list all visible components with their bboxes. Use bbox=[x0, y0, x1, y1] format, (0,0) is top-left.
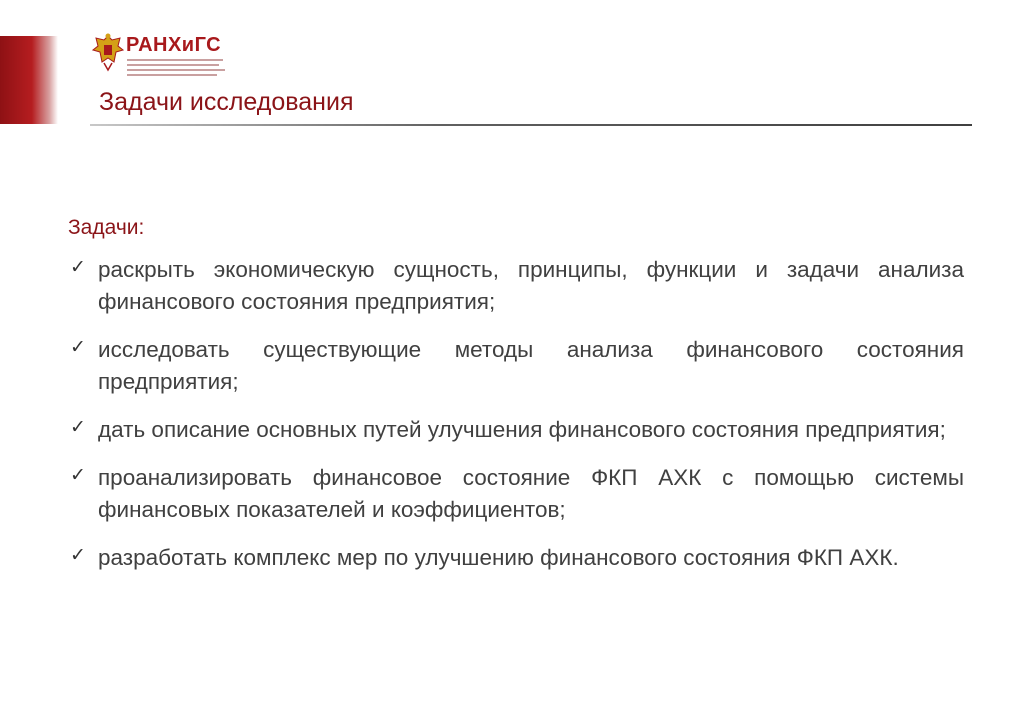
logo-subtitle-lines bbox=[127, 59, 227, 79]
task-text: раскрыть экономическую сущность, принципы, функции и задачи анализа финансового состояния предприятия; bbox=[98, 257, 964, 314]
accent-bar bbox=[0, 36, 58, 124]
list-item bbox=[68, 334, 964, 398]
section-label: Задачи: bbox=[68, 216, 145, 239]
list-item bbox=[68, 414, 964, 446]
checkmark-icon: ✓ bbox=[70, 544, 86, 566]
eagle-emblem-icon bbox=[92, 32, 124, 72]
checkmark-icon: ✓ bbox=[70, 336, 86, 358]
checkmark-icon: ✓ bbox=[70, 256, 86, 278]
checkmark-icon: ✓ bbox=[70, 464, 86, 486]
title-divider bbox=[90, 124, 972, 126]
logo-text: РАНХиГС bbox=[126, 34, 222, 56]
task-text: исследовать существующие методы анализа финансового состояния предприятия; bbox=[98, 337, 964, 394]
slide-title: Задачи исследования bbox=[99, 88, 354, 116]
list-item bbox=[68, 462, 964, 526]
task-list bbox=[68, 254, 964, 590]
task-text: проанализировать финансовое состояние ФКП АХК с помощью системы финансовых показателей и коэффициентов; bbox=[98, 465, 964, 522]
list-item bbox=[68, 254, 964, 318]
task-text: разработать комплекс мер по улучшению финансового состояния ФКП АХК. bbox=[98, 545, 899, 570]
checkmark-icon: ✓ bbox=[70, 416, 86, 438]
task-text: дать описание основных путей улучшения финансового состояния предприятия; bbox=[98, 417, 946, 442]
ranepa-logo bbox=[92, 32, 232, 80]
list-item bbox=[68, 542, 964, 574]
